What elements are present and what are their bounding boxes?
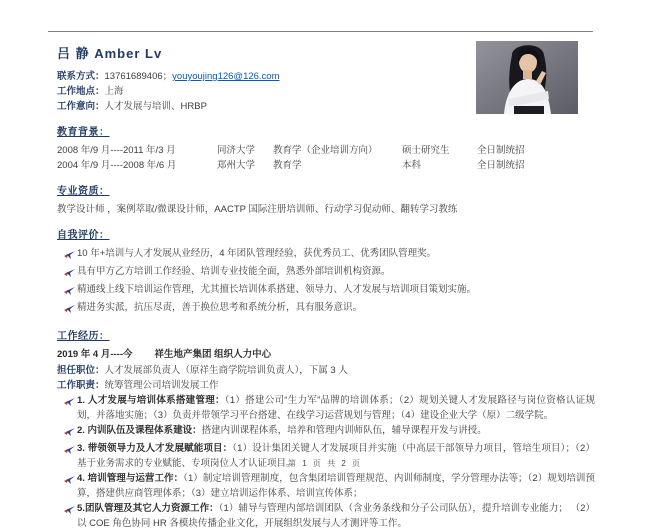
job-company: 祥生地产集团 组织人力中心: [154, 349, 272, 360]
contact-separator: ；: [162, 71, 173, 82]
duty-label: 工作职责：: [57, 380, 105, 391]
edu-period: 2004 年/9 月----2008 年/6 月: [57, 160, 177, 171]
edu-school: 郑州大学: [217, 160, 256, 171]
intention-label: 工作意向：: [57, 101, 105, 112]
position-label: 担任职位：: [57, 365, 105, 376]
work-duty-text: 1. 人才发展与培训体系搭建管理：（1）搭建公司“生力军”品牌的培训体系；（2）规划关键人才发展路径与岗位资格认证规划，并落地实施；（3）负责并带领学习平台搭建、在线学习运营规划与管理；（4）建设企业大学（原）二级学院。: [77, 395, 595, 421]
intention-value: 人才发展与培训、HRBP: [104, 101, 207, 112]
dart-bullet-icon: [57, 393, 77, 411]
work-duty-text: 2. 内训队伍及课程体系建设：搭建内训课程体系，培养和管理内训师队伍，辅导课程开发与讲授。: [77, 425, 487, 436]
edu-type: 全日制统招: [477, 145, 525, 156]
self-eval-text: 精进务实派，抗压尽责，善于换位思考和系统分析，具有服务意识。: [77, 302, 363, 313]
portrait-image: [476, 41, 578, 114]
work-duty-item: [57, 501, 595, 531]
self-eval-item: [57, 264, 595, 282]
candidate-name: 吕 静 Amber Lv: [57, 46, 163, 61]
profile-photo: [476, 41, 578, 114]
job-header: [57, 347, 595, 363]
location-value: 上海: [104, 86, 124, 97]
section-heading-work-experience: 工作经历：: [57, 331, 110, 342]
self-eval-item: [57, 282, 595, 300]
work-duty-text: 5.团队管理及其它人力资源工作：（1）辅导与管理内部培训团队（含业务条线和分子公司队伍），提升培训专业能力； （2）以 COE 角色协同 HR 各模块传播企业文化，开展组织发展与人才测评等工作。: [77, 503, 595, 529]
work-duty-item: [57, 423, 595, 441]
phone-number: 13761689406: [104, 71, 163, 82]
page-number: 第 1 页 共 2 页: [287, 459, 362, 468]
position-value: 人才发展部负责人（原祥生商学院培训负责人），下属 3 人: [104, 365, 348, 376]
work-duty-item: [57, 471, 595, 501]
dart-bullet-icon: [57, 423, 77, 441]
job-period: 2019 年 4 月----今: [57, 349, 133, 360]
dart-bullet-icon: [57, 300, 77, 318]
edu-major: 教育学: [273, 160, 302, 171]
work-duty-title: 5.团队管理及其它人力资源工作：: [77, 503, 219, 514]
section-heading-education: 教育背景：: [57, 127, 110, 138]
top-divider: [48, 31, 593, 32]
dart-bullet-icon: [57, 501, 77, 519]
education-row: [57, 158, 595, 173]
work-duty-title: 2. 内训队伍及课程体系建设：: [77, 425, 202, 436]
edu-school: 同济大学: [217, 145, 256, 156]
duty-value: 统筹管理公司培训发展工作: [104, 380, 219, 391]
work-duty-title: 3. 带领领导力及人才发展赋能项目：: [77, 443, 233, 454]
education-row: [57, 143, 595, 158]
self-eval-text: 10 年+培训与人才发展从业经历，4 年团队管理经验，获优秀员工、优秀团队管理奖。: [77, 248, 437, 259]
dart-bullet-icon: [57, 471, 77, 489]
dart-bullet-icon: [57, 282, 77, 300]
edu-degree: 硕士研究生: [402, 145, 450, 156]
section-heading-self-evaluation: 自我评价：: [57, 230, 110, 241]
edu-major: 教育学（企业培训方向）: [273, 145, 378, 156]
edu-period: 2008 年/9 月----2011 年/3 月: [57, 145, 176, 156]
dart-bullet-icon: [57, 246, 77, 264]
self-eval-text: 精通线上线下培训运作管理，尤其擅长培训体系搭建、领导力、人才发展与培训项目策划实施。: [77, 284, 477, 295]
dart-bullet-icon: [57, 264, 77, 282]
work-duty-item: [57, 393, 595, 423]
email-link[interactable]: youyoujing126@126.com: [172, 71, 280, 82]
contact-label: 联系方式：: [57, 71, 105, 82]
location-label: 工作地点：: [57, 86, 105, 97]
dart-bullet-icon: [57, 441, 77, 459]
edu-degree: 本科: [402, 160, 422, 171]
work-duty-title: 4. 培训管理与运营工作：: [77, 473, 184, 484]
self-eval-item: [57, 300, 595, 318]
work-duty-text: 3. 带领领导力及人才发展赋能项目：（1）设计集团关键人才发展项目并实施（中高层干部领导力项目，管培生项目）；（2）基于业务需求的专业赋能、专项岗位人才认证项目。: [77, 443, 595, 469]
edu-type: 全日制统招: [477, 160, 525, 171]
section-heading-qualifications: 专业资质：: [57, 186, 110, 197]
work-duty-text: 4. 培训管理与运营工作：（1）制定培训管理制度，包含集团培训管理规范、内训师制度，学分管理办法等；（2）规划培训预算，搭建供应商管理体系；（3）建立培训运作体系、培训宣传体系；: [77, 473, 595, 499]
work-duty-title: 1. 人才发展与培训体系搭建管理：: [77, 395, 225, 406]
job-duty-line: [57, 378, 595, 393]
job-position-line: [57, 363, 595, 378]
self-eval-item: [57, 246, 595, 264]
self-eval-text: 具有甲方乙方培训工作经验、培训专业技能全面，熟悉外部培训机构资源。: [77, 266, 391, 277]
qualifications-text: 教学设计师 ，案例萃取/微课设计师，AACTP 国际注册培训师、行动学习促动师、翻转学习教练: [57, 204, 458, 215]
